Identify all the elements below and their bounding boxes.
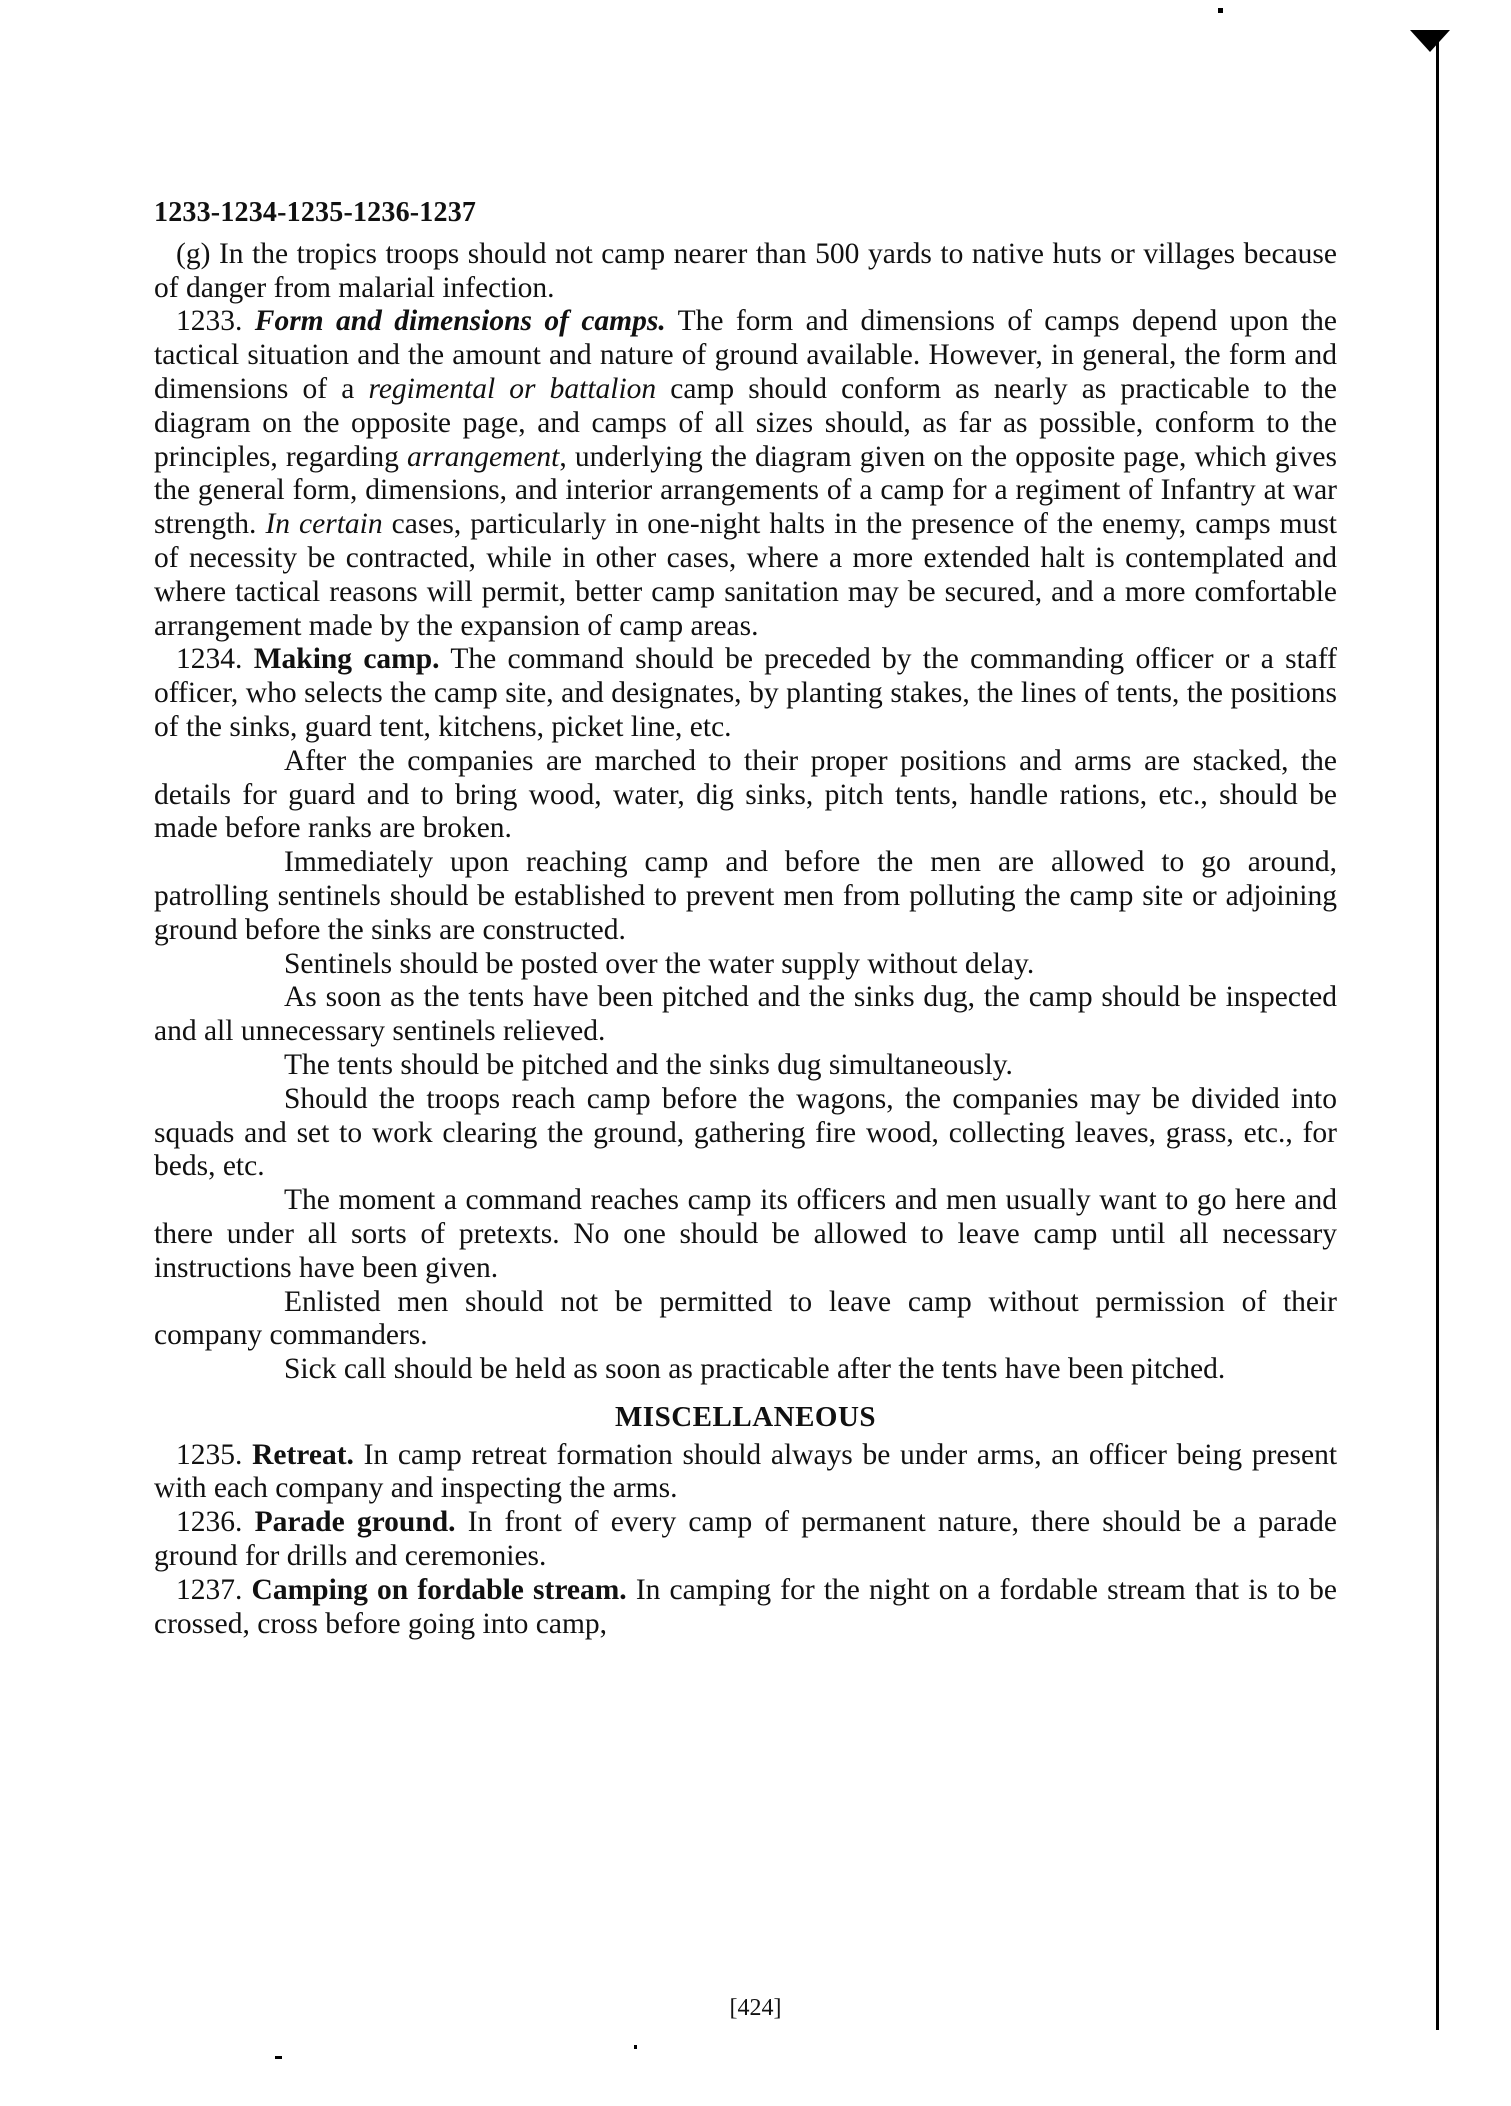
paragraph-text: In camping for the night on a fordable stream that is to be crossed, cross before going into camp,: [154, 1573, 1338, 1640]
continuation-paragraph: After the companies are marched to their proper positions and arms are stacked, the details for guard and to bring wood, water, dig sinks, pitch tents, handle rations, etc., should be made before ranks are broken.: [154, 744, 1337, 845]
paragraph-1234: [154, 643, 1337, 744]
paragraph-text: camp should conform as nearly as practicable to the diagram on the opposite page, and camps of all sizes should, as far as possible, conform to the principles, regarding: [154, 372, 1338, 473]
binding-edge-line: [1436, 40, 1439, 2030]
paragraph-title: Camping on fordable stream.: [251, 1573, 627, 1606]
paragraph-title: Making camp.: [253, 643, 440, 676]
paragraph-text: In front of every camp of permanent nature, there should be a parade ground for drills and ceremonies.: [154, 1506, 1338, 1573]
continuation-paragraph: Immediately upon reaching camp and before the men are allowed to go around, patrolling sentinels should be established to prevent men from polluting the camp site or adjoining ground before the sinks are constructed.: [154, 846, 1337, 946]
paragraph-1236: [154, 1506, 1337, 1574]
scan-speck: [1218, 8, 1223, 13]
paragraph-title: Parade ground.: [254, 1506, 456, 1539]
item-label: (g): [176, 237, 211, 270]
continuation-paragraph: As soon as the tents have been pitched and the sinks dug, the camp should be inspected and all unnecessary sentinels relieved.: [154, 981, 1337, 1048]
paragraph-text: The command should be preceded by the commanding officer or a staff officer, who selects the camp site, and designates, by planting stakes, the lines of tents, the positions of the sinks, guard tent, kitchens, picket line, etc.: [154, 643, 1338, 743]
paragraph-g: [154, 238, 1337, 306]
paragraph-1237: [154, 1574, 1337, 1642]
emphasis: In certain: [265, 508, 383, 541]
paragraph-number: 1236.: [176, 1506, 243, 1539]
continuation-paragraph: Sentinels should be posted over the water supply without delay.: [284, 947, 1035, 980]
paragraph-text: In camp retreat formation should always be under arms, an officer being present with each company and inspecting the arms.: [154, 1438, 1338, 1505]
paragraph-number: 1234.: [176, 643, 243, 676]
document-page: [154, 196, 1337, 1641]
paragraph-text: In the tropics troops should not camp nearer than 500 yards to native huts or villages because of danger from malarial infection.: [154, 237, 1337, 304]
paragraph-1235: [154, 1439, 1337, 1507]
paragraph-text: , underlying the diagram given on the opposite page, which gives the general form, dimensions, and interior arrangements of a camp for a regiment of Infantry at war strength.: [154, 440, 1337, 541]
paragraph-number: 1235.: [176, 1438, 243, 1471]
emphasis: arrangement: [406, 440, 560, 473]
paragraph-number: 1233.: [176, 305, 243, 338]
running-head: 1233-1234-1235-1236-1237: [154, 197, 477, 228]
paragraph-title: Retreat.: [252, 1438, 354, 1471]
paragraph-number: 1237.: [176, 1573, 243, 1606]
paragraph-text: cases, particularly in one-night halts in the presence of the enemy, camps must of necessity be contracted, while in other cases, where a more extended halt is contemplated and where tactical reasons will permit, better camp sanitation may be secured, and a more comfortable arrangement made by the expansion of camp areas.: [154, 508, 1337, 642]
continuation-paragraph: The moment a command reaches camp its officers and men usually want to go here and there under all sorts of pretexts. No one should be allowed to leave camp until all necessary instructions have been given.: [154, 1184, 1337, 1284]
emphasis: regimental or battalion: [368, 372, 657, 405]
paragraph-text: The form and dimensions of camps depend upon the tactical situation and the amount and nature of ground available. However, in general, the form and dimensions of a: [154, 305, 1338, 405]
section-heading: MISCELLANEOUS: [614, 1400, 877, 1433]
scan-speck: [275, 2056, 282, 2059]
binding-edge-mark: [1410, 30, 1450, 52]
scan-speck: [634, 2045, 637, 2049]
paragraph-1233: [154, 305, 1337, 643]
continuation-paragraph: Sick call should be held as soon as practicable after the tents have been pitched.: [284, 1353, 1226, 1386]
continuation-paragraph: Enlisted men should not be permitted to leave camp without permission of their company commanders.: [154, 1285, 1337, 1352]
page-number: [424]: [729, 1995, 782, 2021]
paragraph-title: Form and dimensions of camps.: [254, 305, 666, 338]
continuation-paragraph: The tents should be pitched and the sinks dug simultaneously.: [284, 1048, 1013, 1081]
continuation-paragraph: Should the troops reach camp before the wagons, the companies may be divided into squads and set to work clearing the ground, gathering fire wood, collecting leaves, grass, etc., for beds, etc.: [154, 1082, 1337, 1183]
